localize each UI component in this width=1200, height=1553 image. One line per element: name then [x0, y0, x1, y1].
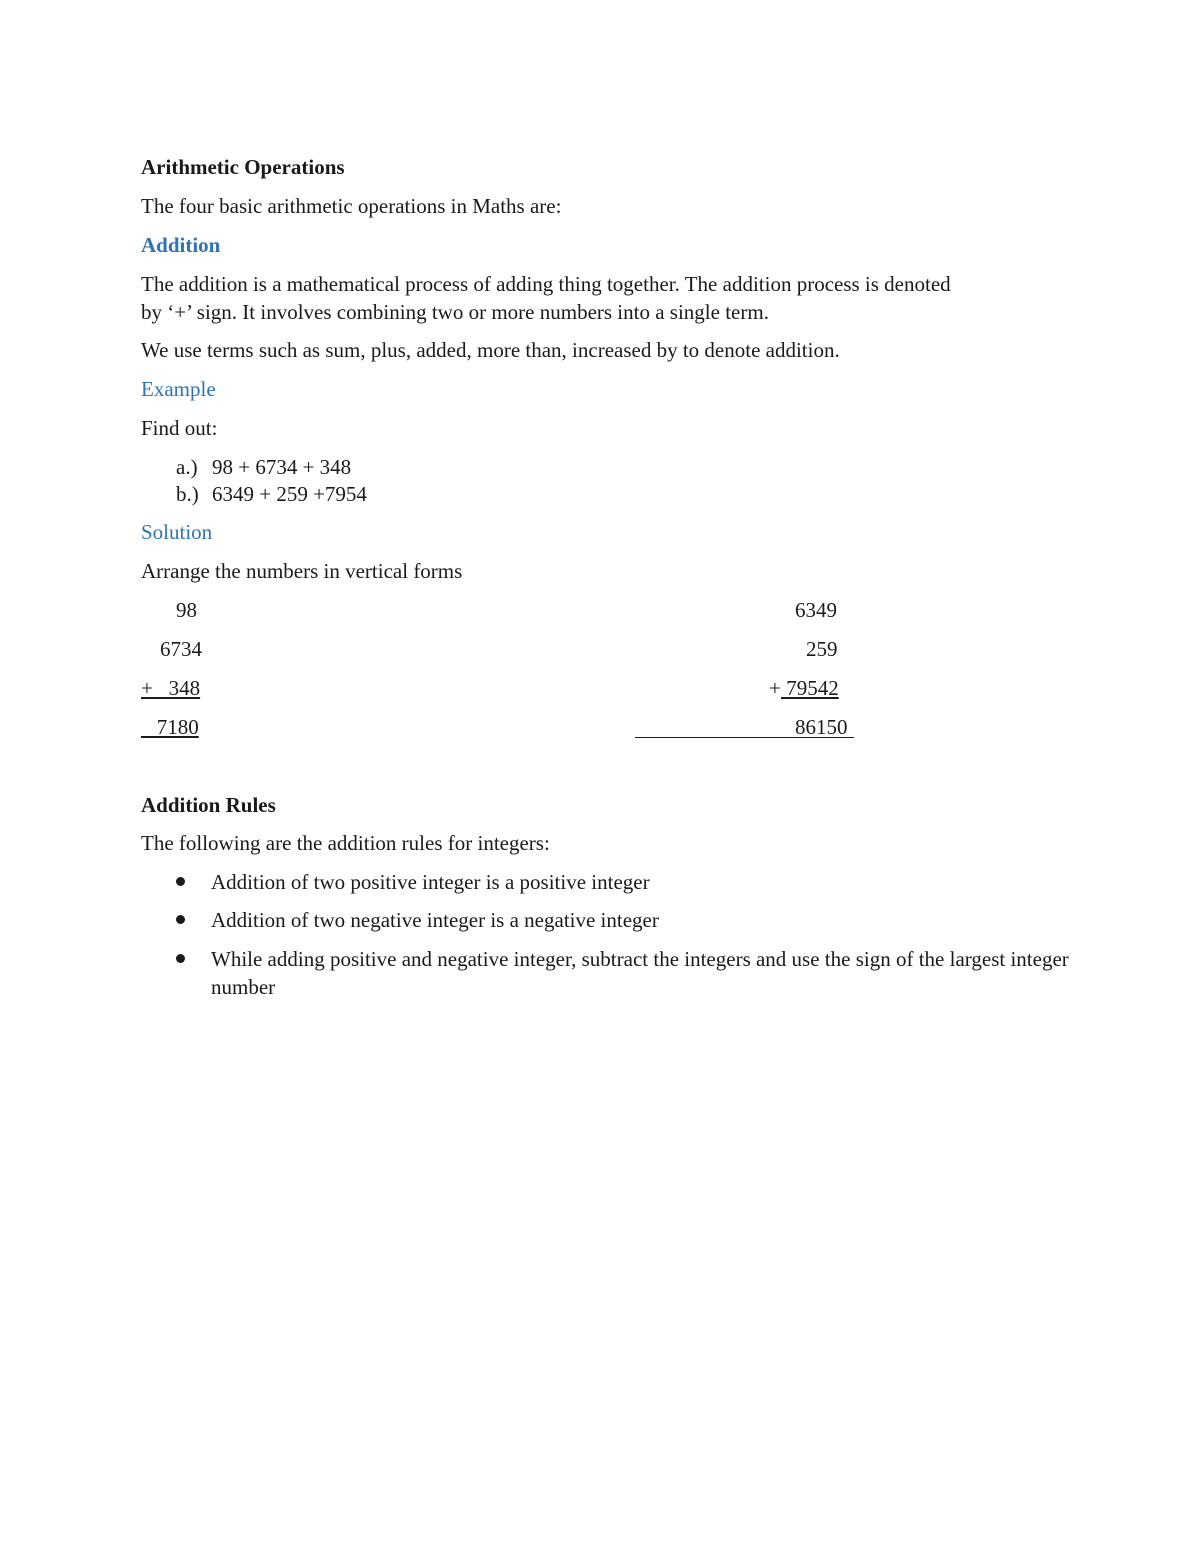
rule-item: Addition of two negative integer is a negative integer [211, 908, 659, 932]
rule-item: Addition of two positive integer is a positive integer [211, 870, 650, 894]
left-sum-addend-1: 98 [176, 598, 197, 622]
find-out-text: Find out: [141, 416, 218, 440]
problem-item [176, 480, 367, 508]
left-sum-addend-3: + 348 [141, 676, 201, 700]
right-sum-addend-2: 259 [806, 637, 838, 661]
addition-terms-paragraph: We use terms such as sum, plus, added, more than, increased by to denote addition. [141, 338, 840, 362]
bullet-icon [176, 954, 185, 963]
addition-paragraph-line-2: by ‘+’ sign. It involves combining two or more numbers into a single term. [141, 300, 769, 324]
right-sum-plus-sign: + [769, 676, 781, 700]
problem-label: a.) [176, 455, 198, 479]
bullet-icon [176, 877, 185, 886]
right-sum-total: 86150 [795, 715, 848, 739]
intro-text: The four basic arithmetic operations in Maths are: [141, 194, 562, 218]
rules-intro: The following are the addition rules for integers: [141, 831, 550, 855]
left-sum-total: 7180 [141, 715, 199, 739]
problem-expression: 6349 + 259 +7954 [212, 482, 367, 506]
solution-heading: Solution [141, 520, 213, 544]
problem-expression: 98 + 6734 + 348 [212, 455, 352, 479]
addition-heading: Addition [141, 233, 221, 257]
right-sum-addend-1: 6349 [795, 598, 837, 622]
bullet-icon [176, 915, 185, 924]
rule-item: While adding positive and negative integer, subtract the integers and use the sign of the largest integer number [211, 947, 1069, 999]
addition-paragraph-line-1: The addition is a mathematical process of adding thing together. The addition process is denoted [141, 272, 951, 296]
right-sum-addend-3: 79542 [781, 676, 839, 700]
example-heading: Example [141, 377, 216, 401]
left-sum-addend-2: 6734 [160, 637, 202, 661]
problem-label: b.) [176, 482, 199, 506]
problem-item [176, 453, 351, 481]
arrange-text: Arrange the numbers in vertical forms [141, 559, 463, 583]
rules-heading: Addition Rules [141, 793, 276, 817]
document-title: Arithmetic Operations [141, 155, 345, 179]
